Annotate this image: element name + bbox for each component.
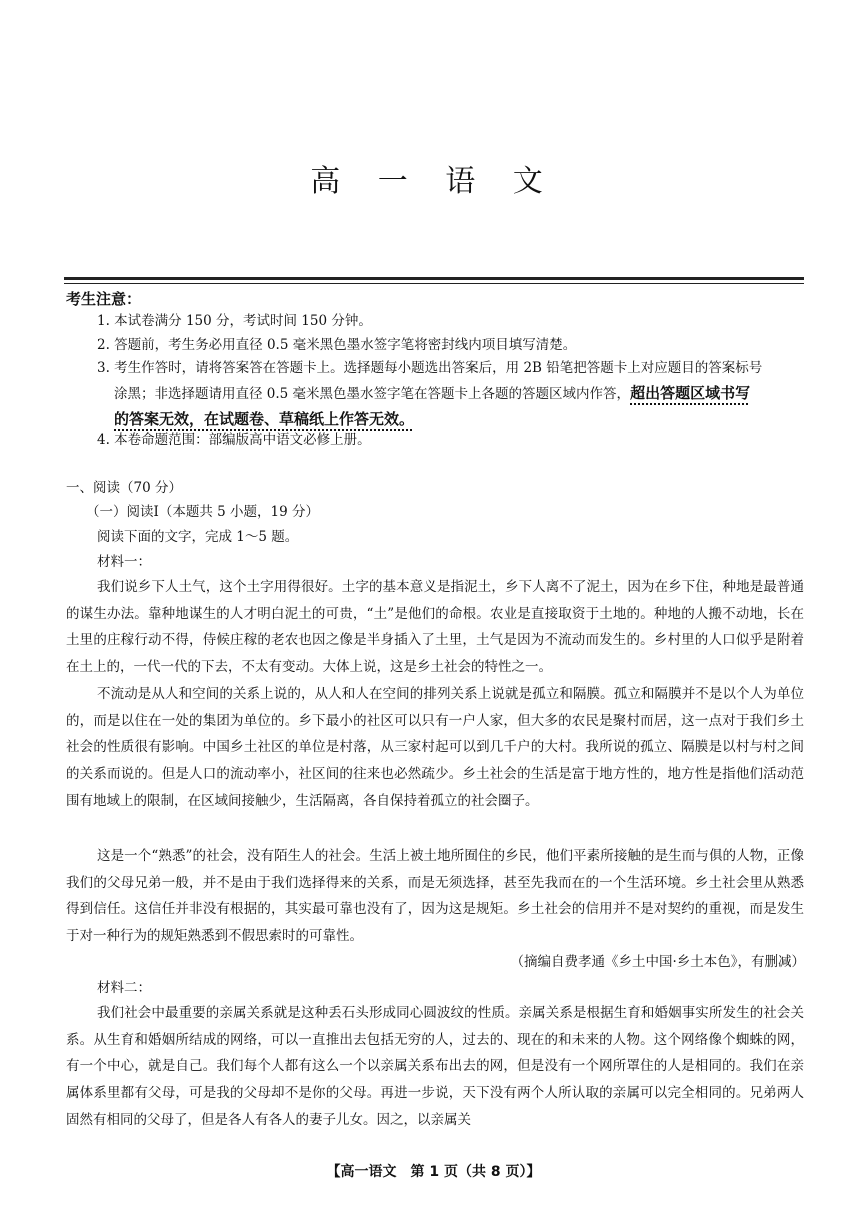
header-divider-thick <box>64 277 804 280</box>
notice-item-2: 2. 答题前，考生务必用直径 0.5 毫米黑色墨水签字笔将密封线内项目填写清楚。 <box>97 337 577 353</box>
instruction-text: 阅读下面的文字，完成 1～5 题。 <box>97 529 299 545</box>
notice-item-3-line1: 3. 考生作答时，请将答案答在答题卡上。选择题每小题选出答案后，用 2B 铅笔把答题卡上对应题目的答案标号 <box>97 360 763 376</box>
notice-item-3-emphasis: 超出答题区域书写 <box>630 384 751 402</box>
material-1-paragraph-1: 我们说乡下人土气，这个土字用得很好。土字的基本意义是指泥土，乡下人离不了泥土，因为在乡下住，种地是最普通的谋生办法。靠种地谋生的人才明白泥土的可贵，“土”是他们的命根。农业是直接取资于土地的。种地的人搬不动地，长在土里的庄稼行动不得，侍候庄稼的老农也因之像是半身插入了土里，土气是因为不流动而发生的。乡村里的人口似乎是附着在土上的，一代一代的下去，不太有变动。大体上说，这是乡土社会的特性之一。 <box>66 579 804 676</box>
notice-item-3 <box>66 356 806 432</box>
section-heading: 一、阅读（70 分） <box>66 480 182 496</box>
material-1-source: （摘编自费孝通《乡土中国·乡土本色》，有删减） <box>510 954 805 970</box>
notice-item-3-emphasis-continued: 的答案无效，在试题卷、草稿纸上作答无效。 <box>114 410 415 428</box>
material-1-label: 材料一： <box>97 554 151 570</box>
page-title: 高 一 语 文 <box>310 164 557 199</box>
notice-item-3-plain: 涂黑；非选择题请用直径 0.5 毫米黑色墨水签字笔在答题卡上各题的答题区域内作答， <box>114 386 631 402</box>
material-2-label: 材料二： <box>97 980 151 996</box>
notice-heading: 考生注意： <box>66 290 142 308</box>
notice-item-3-line2 <box>66 381 806 407</box>
notice-item-1: 1. 本试卷满分 150 分，考试时间 150 分钟。 <box>97 313 372 329</box>
material-2-paragraph-1: 我们社会中最重要的亲属关系就是这种丢石头形成同心圆波纹的性质。亲属关系是根据生育和婚姻事实所发生的社会关系。从生育和婚姻所结成的网络，可以一直推出去包括无穷的人，过去的、现在的和未来的人物。这个网络像个蜘蛛的网，有一个中心，就是自己。我们每个人都有这么一个以亲属关系布出去的网，但是没有一个网所罩住的人是相同的。我们在亲属体系里都有父母，可是我的父母却不是你的父母。再进一步说，天下没有两个人所认取的亲属可以完全相同的。兄弟两人固然有相同的父母了，但是各人有各人的妻子儿女。因之，以亲属关 <box>66 1005 804 1128</box>
page-footer: 【高一语文 第 1 页（共 8 页）】 <box>326 1164 541 1180</box>
notice-item-4: 4. 本卷命题范围：部编版高中语文必修上册。 <box>97 432 371 448</box>
material-1-paragraph-3: 这是一个“熟悉”的社会，没有陌生人的社会。生活上被土地所囿住的乡民，他们平素所接触的是生而与俱的人物，正像我们的父母兄弟一般，并不是由于我们选择得来的关系，而是无须选择，甚至先我而在的一个生活环境。乡土社会里从熟悉得到信任。这信任并非没有根据的，其实最可靠也没有了，因为这是规矩。乡土社会的信用并不是对契约的重视，而是发生于对一种行为的规矩熟悉到不假思索时的可靠性。 <box>66 848 804 945</box>
subsection-heading: （一）阅读Ⅰ（本题共 5 小题，19 分） <box>86 504 319 520</box>
material-1-paragraph-2: 不流动是从人和空间的关系上说的，从人和人在空间的排列关系上说就是孤立和隔膜。孤立和隔膜并不是以个人为单位的，而是以住在一处的集团为单位的。乡下最小的社区可以只有一户人家，但大多的农民是聚村而居，这一点对于我们乡土社会的性质很有影响。中国乡土社区的单位是村落，从三家村起可以到几千户的大村。我所说的孤立、隔膜是以村与村之间的关系而说的。但是人口的流动率小，社区间的往来也必然疏少。乡土社会的生活是富于地方性的，地方性是指他们活动范围有地域上的限制，在区域间接触少，生活隔离，各自保持着孤立的社会圈子。 <box>66 686 804 809</box>
header-divider-thin <box>64 283 804 284</box>
